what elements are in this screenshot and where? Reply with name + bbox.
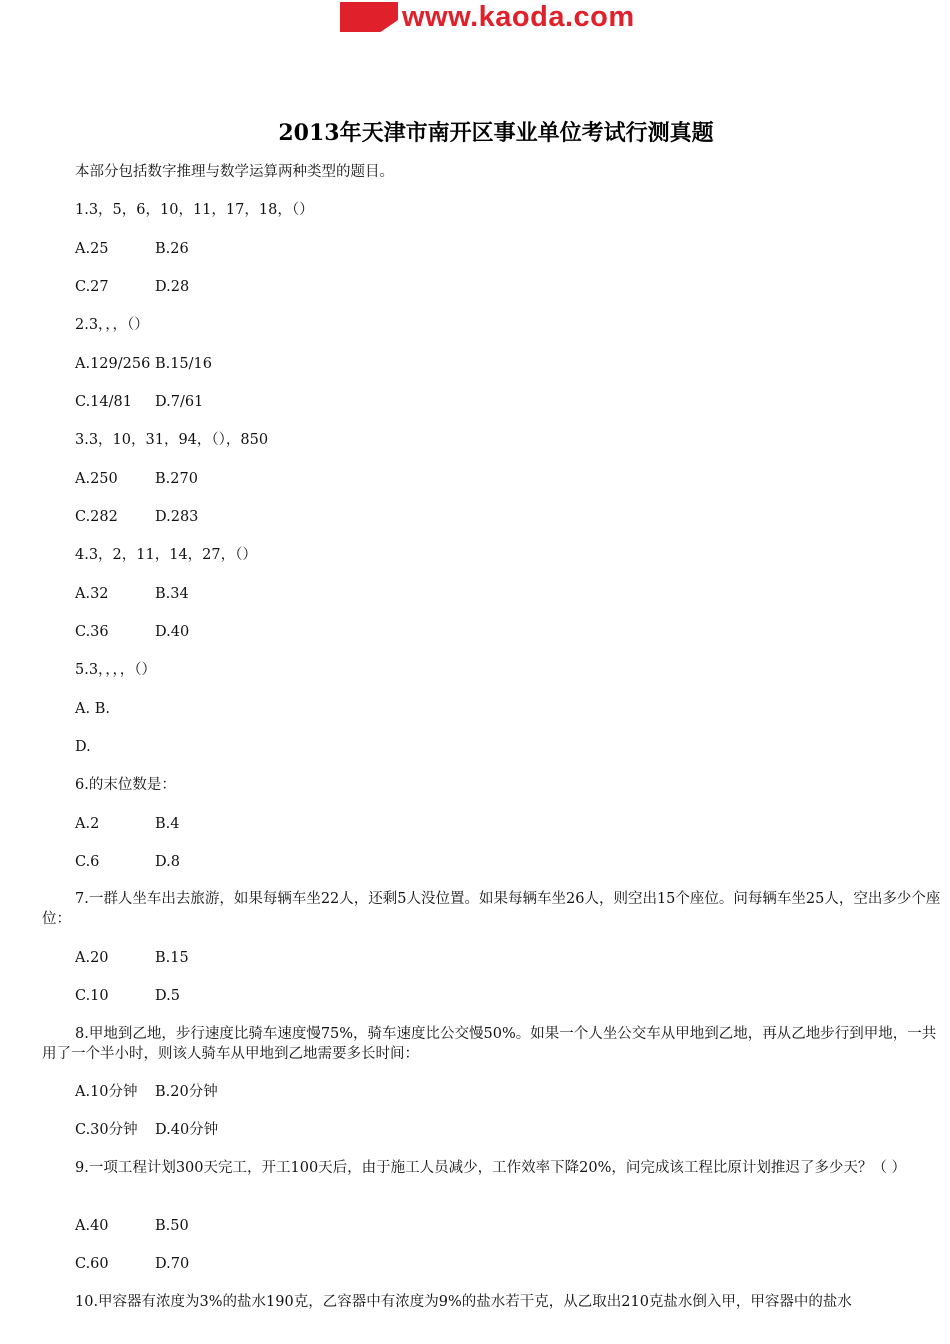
option-b: B.4 xyxy=(155,816,180,832)
option-a: A.250 xyxy=(75,471,118,487)
logo-url: www.kaoda.com xyxy=(402,1,635,33)
question-5: 5.3，，，，（） xyxy=(75,662,157,678)
question-8-options-ab xyxy=(75,1083,218,1102)
option-a: A.40 xyxy=(75,1218,109,1234)
question-1-options-cd xyxy=(75,278,189,297)
page-title: 2013年天津市南开区事业单位考试行测真题 xyxy=(278,120,714,146)
site-logo xyxy=(340,0,635,32)
question-3-options-ab xyxy=(75,470,198,489)
option-c: C.36 xyxy=(75,624,109,640)
option-a: A.10分钟 xyxy=(75,1084,138,1100)
question-5-option-d: D. xyxy=(75,739,91,755)
option-b: B.15/16 xyxy=(154,356,212,372)
question-6-options-ab xyxy=(75,815,180,834)
question-6-options-cd xyxy=(75,853,180,872)
option-c: C.282 xyxy=(75,509,118,525)
question-9: 9.一项工程计划300天完工，开工100天后，由于施工人员减少，工作效率下降20%，问完成该工程比原计划推迟了多少天？（ ） xyxy=(75,1160,907,1176)
option-b: B.20分钟 xyxy=(155,1084,218,1100)
option-d: D.8 xyxy=(155,854,180,870)
option-b: B.270 xyxy=(155,471,198,487)
option-a: A.2 xyxy=(75,816,100,832)
question-8-options-cd xyxy=(75,1121,218,1140)
question-4: 4.3，2，11，14，27，（） xyxy=(75,547,257,563)
intro-text: 本部分包括数字推理与数学运算两种类型的题目。 xyxy=(75,164,394,180)
question-2-options-ab xyxy=(75,355,212,374)
option-b: B.34 xyxy=(155,586,189,602)
option-d: D.5 xyxy=(155,988,180,1004)
option-a: A.20 xyxy=(75,950,109,966)
option-c: C.10 xyxy=(75,988,109,1004)
question-7-options-cd xyxy=(75,987,180,1006)
question-1: 1.3，5，6，10，11，17，18，（） xyxy=(75,202,314,218)
option-b: B.26 xyxy=(155,241,189,257)
option-c: C.27 xyxy=(75,279,109,295)
option-d: D.40 xyxy=(155,624,190,640)
question-3-options-cd xyxy=(75,508,198,527)
question-1-options-ab xyxy=(75,240,189,259)
question-10: 10.甲容器有浓度为3%的盐水190克，乙容器中有浓度为9%的盐水若干克，从乙取出210克盐水倒入甲，甲容器中的盐水 xyxy=(75,1294,852,1310)
option-b: B.15 xyxy=(155,950,189,966)
question-9-options-ab xyxy=(75,1217,189,1236)
question-4-options-ab xyxy=(75,585,189,604)
question-9-options-cd xyxy=(75,1255,189,1274)
option-c: C.6 xyxy=(75,854,100,870)
question-7-options-ab xyxy=(75,949,189,968)
option-b: B. xyxy=(94,701,110,717)
question-2: 2.3，，，（） xyxy=(75,317,149,333)
logo-mark xyxy=(340,2,398,32)
question-5-options-ab xyxy=(75,700,110,719)
option-c: C.60 xyxy=(75,1256,109,1272)
option-c: C.30分钟 xyxy=(75,1122,138,1138)
question-6: 6.的末位数是： xyxy=(75,777,176,793)
question-3: 3.3，10，31，94，（），850 xyxy=(75,432,269,448)
question-2-options-cd xyxy=(75,393,203,412)
option-d: D.7/61 xyxy=(155,394,204,410)
question-4-options-cd xyxy=(75,623,189,642)
option-a: A.25 xyxy=(75,241,109,257)
option-a: A.32 xyxy=(75,586,109,602)
option-a: A.129/256 xyxy=(75,356,151,372)
option-d: D.283 xyxy=(155,509,199,525)
option-d: D.28 xyxy=(155,279,190,295)
option-c: C.14/81 xyxy=(75,394,132,410)
option-d: D.70 xyxy=(155,1256,190,1272)
question-7: 7.一群人坐车出去旅游，如果每辆车坐22人，还剩5人没位置。如果每辆车坐26人，则空出15个座位。问每辆车坐25人，空出多少个座位： xyxy=(42,891,941,927)
question-8: 8.甲地到乙地，步行速度比骑车速度慢75%，骑车速度比公交慢50%。如果一个人坐公交车从甲地到乙地，再从乙地步行到甲地，一共用了一个半小时，则该人骑车从甲地到乙地需要多长时间： xyxy=(42,1026,937,1062)
option-a: A. xyxy=(75,701,91,717)
option-b: B.50 xyxy=(155,1218,189,1234)
option-d: D.40分钟 xyxy=(155,1122,219,1138)
